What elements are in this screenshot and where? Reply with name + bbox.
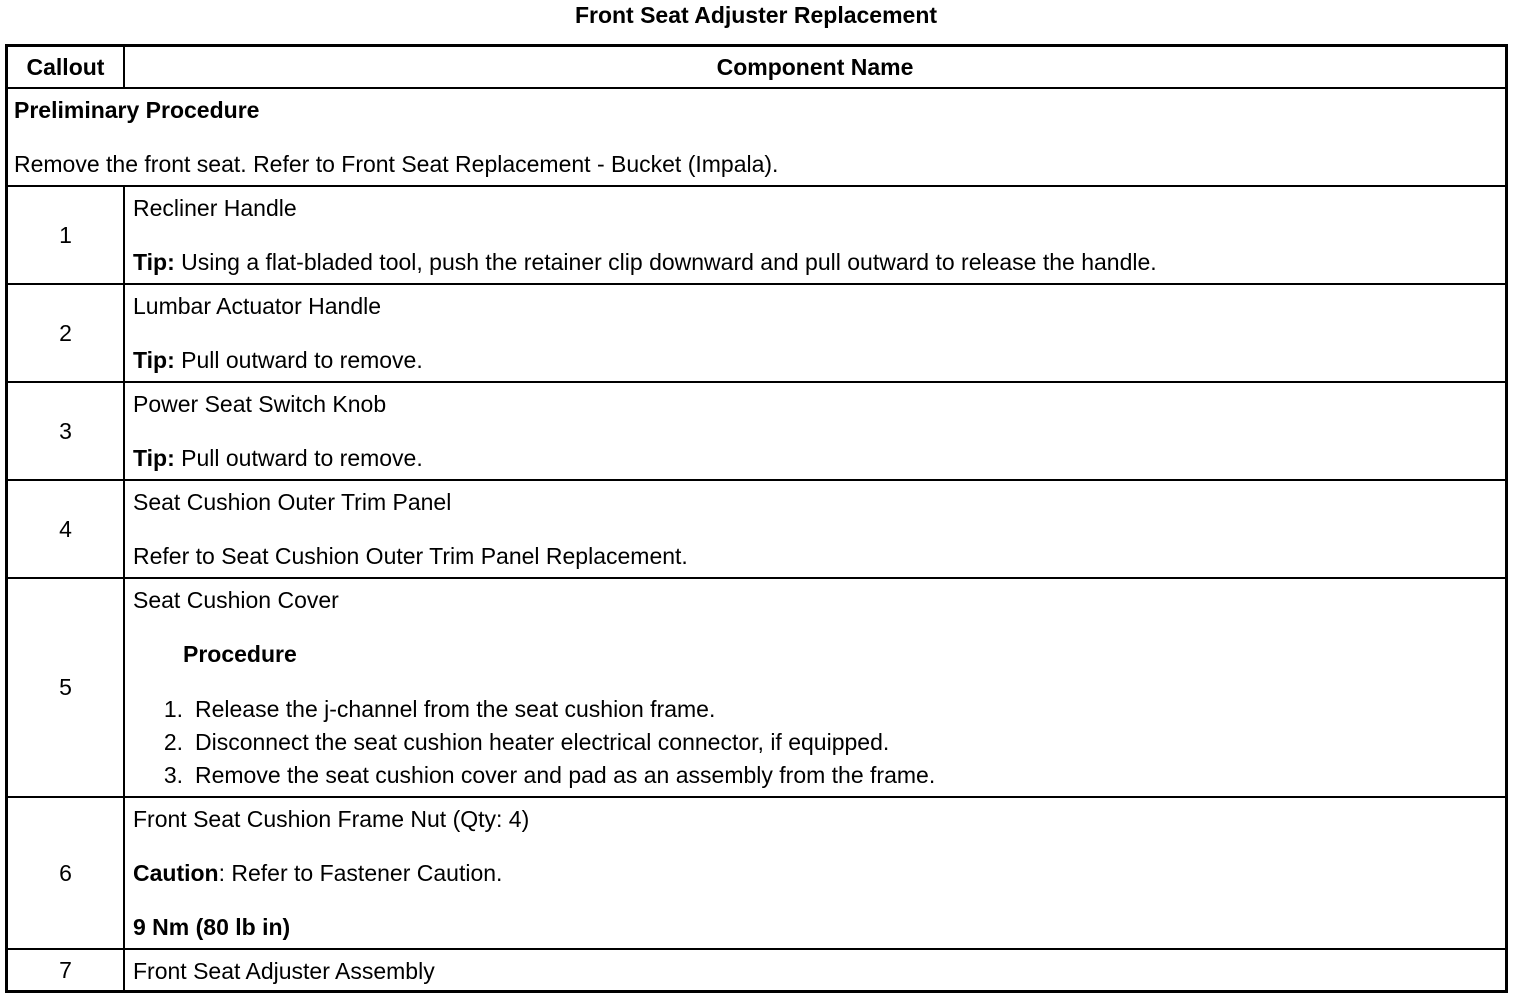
note-label: Tip: xyxy=(133,347,175,373)
component-name: Front Seat Adjuster Assembly xyxy=(133,958,435,984)
note-text: Using a flat-bladed tool, push the retainer clip downward and pull outward to release the handle. xyxy=(174,249,1157,275)
table-row xyxy=(7,949,1507,992)
component-note: Refer to Seat Cushion Outer Trim Panel Replacement. xyxy=(133,543,688,569)
preliminary-text: Remove the front seat. Refer to Front Seat Replacement - Bucket (Impala). xyxy=(14,151,779,177)
note-text: Pull outward to remove. xyxy=(174,445,423,471)
callout-cell: 7 xyxy=(7,949,125,992)
table-row xyxy=(7,186,1507,284)
table-row xyxy=(7,797,1507,949)
header-callout: Callout xyxy=(7,46,125,89)
callout-cell: 3 xyxy=(7,382,125,480)
procedure-step: 2. Disconnect the seat cushion heater electrical connector, if equipped. xyxy=(163,729,890,755)
component-name: Front Seat Cushion Frame Nut (Qty: 4) xyxy=(133,806,530,832)
callout-cell: 2 xyxy=(7,284,125,382)
component-note xyxy=(133,858,1497,888)
torque-spec: 9 Nm (80 lb in) xyxy=(133,914,291,940)
callout-cell: 5 xyxy=(7,578,125,797)
table-row xyxy=(7,382,1507,480)
note-text: Pull outward to remove. xyxy=(174,347,423,373)
component-note xyxy=(133,345,1497,375)
component-name: Recliner Handle xyxy=(133,195,297,221)
component-note xyxy=(133,443,1497,473)
component-name: Lumbar Actuator Handle xyxy=(133,293,382,319)
table-row xyxy=(7,578,1507,797)
component-name: Seat Cushion Cover xyxy=(133,587,339,613)
preliminary-heading: Preliminary Procedure xyxy=(14,97,260,123)
note-label: Caution xyxy=(133,860,219,886)
page-title: Front Seat Adjuster Replacement xyxy=(574,2,938,28)
callout-cell: 4 xyxy=(7,480,125,578)
table-row xyxy=(7,480,1507,578)
callout-cell: 1 xyxy=(7,186,125,284)
note-text: : Refer to Fastener Caution. xyxy=(218,860,503,886)
procedure-label: Procedure xyxy=(183,641,297,667)
header-component-name: Component Name xyxy=(124,46,1507,89)
component-name: Power Seat Switch Knob xyxy=(133,391,387,417)
procedure-step: 1. Release the j-channel from the seat cushion frame. xyxy=(163,696,716,722)
note-label: Tip: xyxy=(133,249,175,275)
procedure-steps xyxy=(133,693,1497,792)
table-header-row xyxy=(7,46,1507,89)
component-name: Seat Cushion Outer Trim Panel xyxy=(133,489,452,515)
note-label: Tip: xyxy=(133,445,175,471)
preliminary-row xyxy=(7,88,1507,186)
procedure-step: 3. Remove the seat cushion cover and pad as an assembly from the frame. xyxy=(163,762,936,788)
procedure-table xyxy=(5,44,1508,993)
table-row xyxy=(7,284,1507,382)
callout-cell: 6 xyxy=(7,797,125,949)
component-note xyxy=(133,247,1497,277)
